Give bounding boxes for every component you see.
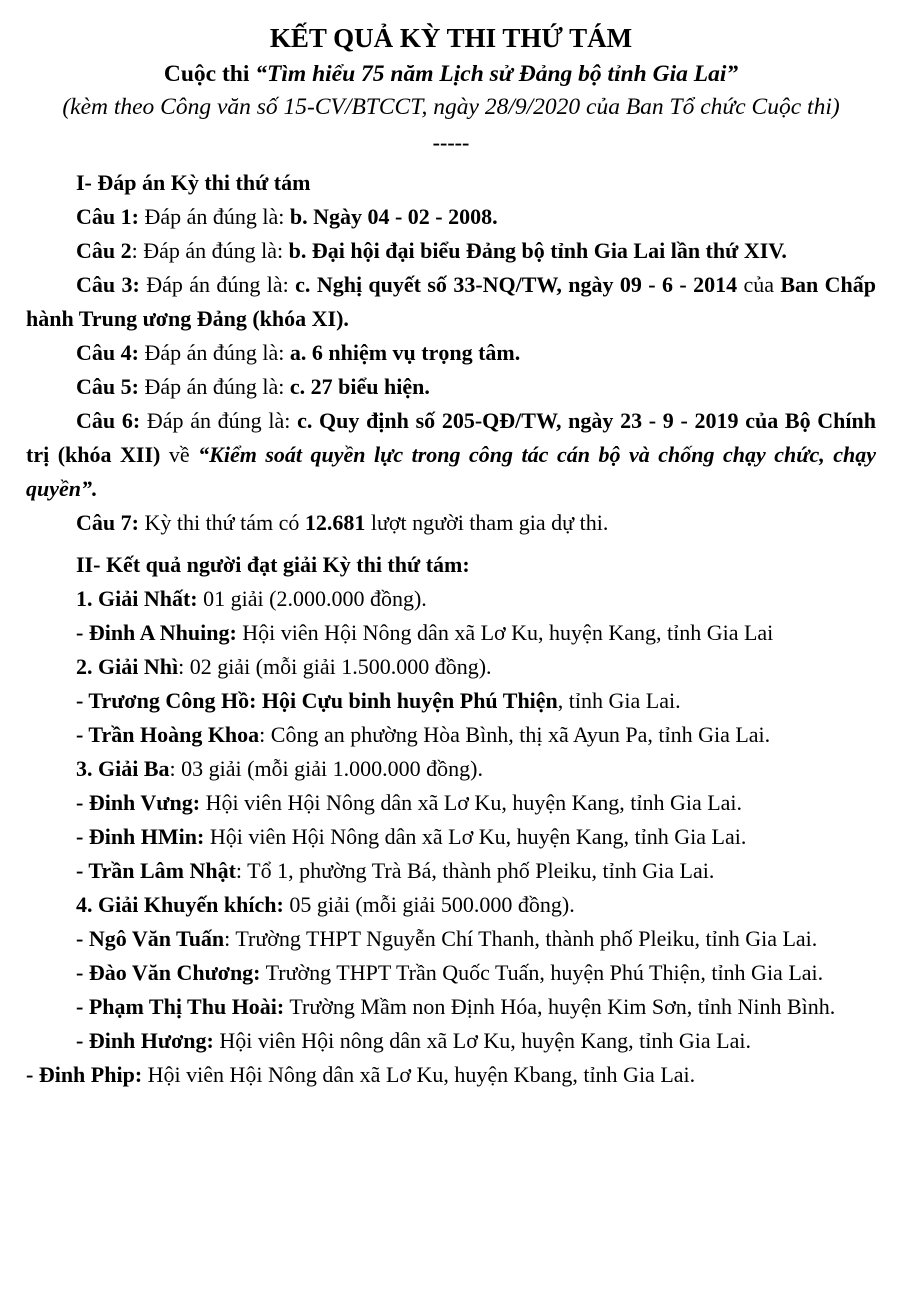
winner-row bbox=[26, 820, 876, 854]
q6-answer2: “Kiểm soát quyền lực trong công tác cán bộ và chống chạy chức, chạy quyền”. bbox=[26, 442, 877, 501]
q3-mid: của bbox=[737, 272, 781, 297]
winner-name: - Trương Công Hồ: Hội Cựu binh huyện Phú Thiện bbox=[76, 688, 558, 713]
winner-name: - Đinh HMin: bbox=[76, 824, 205, 849]
winner-detail: Hội viên Hội Nông dân xã Lơ Ku, huyện Kang, tỉnh Gia Lai. bbox=[204, 824, 747, 849]
q5-label: Câu 5: bbox=[76, 374, 139, 399]
prize2-line bbox=[26, 650, 876, 684]
answer-q4 bbox=[26, 336, 876, 370]
winner-row bbox=[26, 1058, 876, 1092]
q5-prefix: Đáp án đúng là: bbox=[144, 374, 290, 399]
contest-name: “Tìm hiểu 75 năm Lịch sử Đảng bộ tỉnh Gia Lai” bbox=[255, 61, 739, 87]
q7-text2: lượt người tham gia dự thi. bbox=[365, 510, 609, 535]
winner-detail: Hội viên Hội nông dân xã Lơ Ku, huyện Kang, tỉnh Gia Lai. bbox=[213, 1028, 751, 1053]
winner-name: - Ngô Văn Tuấn bbox=[76, 926, 225, 951]
q2-answer: b. Đại hội đại biểu Đảng bộ tỉnh Gia Lai lần thứ XIV. bbox=[288, 238, 787, 263]
q2-colon: : bbox=[131, 238, 144, 263]
prize3-line bbox=[26, 752, 876, 786]
answer-q1 bbox=[26, 200, 876, 234]
prize4-label: 4. Giải Khuyến khích: bbox=[76, 892, 284, 917]
q1-label: Câu 1: bbox=[76, 204, 139, 229]
reference-line: (kèm theo Công văn số 15-CV/BTCCT, ngày 28/9/2020 của Ban Tổ chức Cuộc thi) bbox=[62, 94, 840, 120]
q4-answer: a. 6 nhiệm vụ trọng tâm. bbox=[289, 340, 521, 365]
winner-detail: : Công an phường Hòa Bình, thị xã Ayun Pa, tỉnh Gia Lai. bbox=[259, 722, 771, 747]
answer-q5 bbox=[26, 370, 876, 404]
section1-heading: I- Đáp án Kỳ thi thứ tám bbox=[76, 170, 311, 195]
contest-prefix: Cuộc thi bbox=[163, 61, 256, 87]
document-title: KẾT QUẢ KỲ THI THỨ TÁM bbox=[269, 23, 633, 53]
prize1-desc: 01 giải (2.000.000 đồng). bbox=[197, 586, 427, 611]
q2-prefix: Đáp án đúng là: bbox=[143, 238, 289, 263]
winner-row bbox=[26, 854, 876, 888]
q6-prefix: Đáp án đúng là: bbox=[146, 408, 298, 433]
prize3-desc: : 03 giải (mỗi giải 1.000.000 đồng). bbox=[169, 756, 483, 781]
winner-detail: Hội viên Hội Nông dân xã Lơ Ku, huyện Kbang, tỉnh Gia Lai. bbox=[142, 1062, 696, 1087]
q6-answer: c. Quy định số 205-QĐ/TW, ngày 23 - 9 - 2019 của Bộ Chính trị (khóa XII) bbox=[26, 408, 877, 467]
q1-answer: b. Ngày 04 - 02 - 2008. bbox=[289, 204, 498, 229]
winner-detail: Hội viên Hội Nông dân xã Lơ Ku, huyện Kang, tỉnh Gia Lai bbox=[236, 620, 774, 645]
winner-name: - Trần Lâm Nhật bbox=[76, 858, 236, 883]
winner-detail: : Tổ 1, phường Trà Bá, thành phố Pleiku, tỉnh Gia Lai. bbox=[235, 858, 715, 883]
winner-row bbox=[26, 1024, 876, 1058]
winner-row bbox=[26, 956, 876, 990]
section2-heading: II- Kết quả người đạt giải Kỳ thi thứ tám: bbox=[76, 552, 470, 577]
q6-label: Câu 6: bbox=[76, 408, 141, 433]
winner-row bbox=[26, 616, 876, 650]
winner-name: - Đinh Phip: bbox=[26, 1062, 143, 1087]
prize1-line bbox=[26, 582, 876, 616]
prize3-label: 3. Giải Ba bbox=[76, 756, 170, 781]
winner-row bbox=[26, 684, 876, 718]
winner-detail: : Trường THPT Nguyễn Chí Thanh, thành phố Pleiku, tỉnh Gia Lai. bbox=[224, 926, 818, 951]
answer-q3 bbox=[26, 268, 876, 336]
winner-name: - Đào Văn Chương: bbox=[76, 960, 261, 985]
winner-name: - Đinh Hương: bbox=[76, 1028, 214, 1053]
q1-prefix: Đáp án đúng là: bbox=[144, 204, 290, 229]
prize1-label: 1. Giải Nhất: bbox=[76, 586, 198, 611]
prize2-label: 2. Giải Nhì bbox=[76, 654, 179, 679]
answer-q2 bbox=[26, 234, 876, 268]
q7-text1: Kỳ thi thứ tám có bbox=[138, 510, 305, 535]
q7-label: Câu 7: bbox=[76, 510, 139, 535]
answer-q6 bbox=[26, 404, 876, 506]
prize4-desc: 05 giải (mỗi giải 500.000 đồng). bbox=[283, 892, 575, 917]
q5-answer: c. 27 biểu hiện. bbox=[289, 374, 430, 399]
prize4-line bbox=[26, 888, 876, 922]
winner-row bbox=[26, 990, 876, 1024]
winner-row bbox=[26, 922, 876, 956]
q2-label: Câu 2 bbox=[76, 238, 132, 263]
contest-line bbox=[26, 58, 876, 91]
answer-q7 bbox=[26, 506, 876, 540]
winner-row bbox=[26, 718, 876, 752]
winner-name: - Đinh Vưng: bbox=[76, 790, 201, 815]
winner-detail: Hội viên Hội Nông dân xã Lơ Ku, huyện Kang, tỉnh Gia Lai. bbox=[200, 790, 743, 815]
prize2-desc: : 02 giải (mỗi giải 1.500.000 đồng). bbox=[178, 654, 492, 679]
separator: ----- bbox=[432, 130, 470, 155]
winner-name: - Trần Hoàng Khoa bbox=[76, 722, 260, 747]
winner-name: - Phạm Thị Thu Hoài: bbox=[76, 994, 285, 1019]
q7-count: 12.681 bbox=[304, 510, 366, 535]
q6-mid: về bbox=[160, 442, 199, 467]
q3-prefix: Đáp án đúng là: bbox=[146, 272, 296, 297]
q3-label: Câu 3: bbox=[76, 272, 140, 297]
winner-name: - Đinh A Nhuing: bbox=[76, 620, 237, 645]
winner-row bbox=[26, 786, 876, 820]
q3-answer: c. Nghị quyết số 33-NQ/TW, ngày 09 - 6 - 2014 bbox=[295, 272, 738, 297]
q4-prefix: Đáp án đúng là: bbox=[144, 340, 290, 365]
q3-answer2: Ban Chấp hành Trung ương Đảng (khóa XI). bbox=[26, 272, 877, 331]
q4-label: Câu 4: bbox=[76, 340, 139, 365]
winner-detail: , tỉnh Gia Lai. bbox=[557, 688, 681, 713]
winner-detail: Trường THPT Trần Quốc Tuấn, huyện Phú Thiện, tỉnh Gia Lai. bbox=[260, 960, 824, 985]
winner-detail: Trường Mầm non Định Hóa, huyện Kim Sơn, tỉnh Ninh Bình. bbox=[284, 994, 836, 1019]
